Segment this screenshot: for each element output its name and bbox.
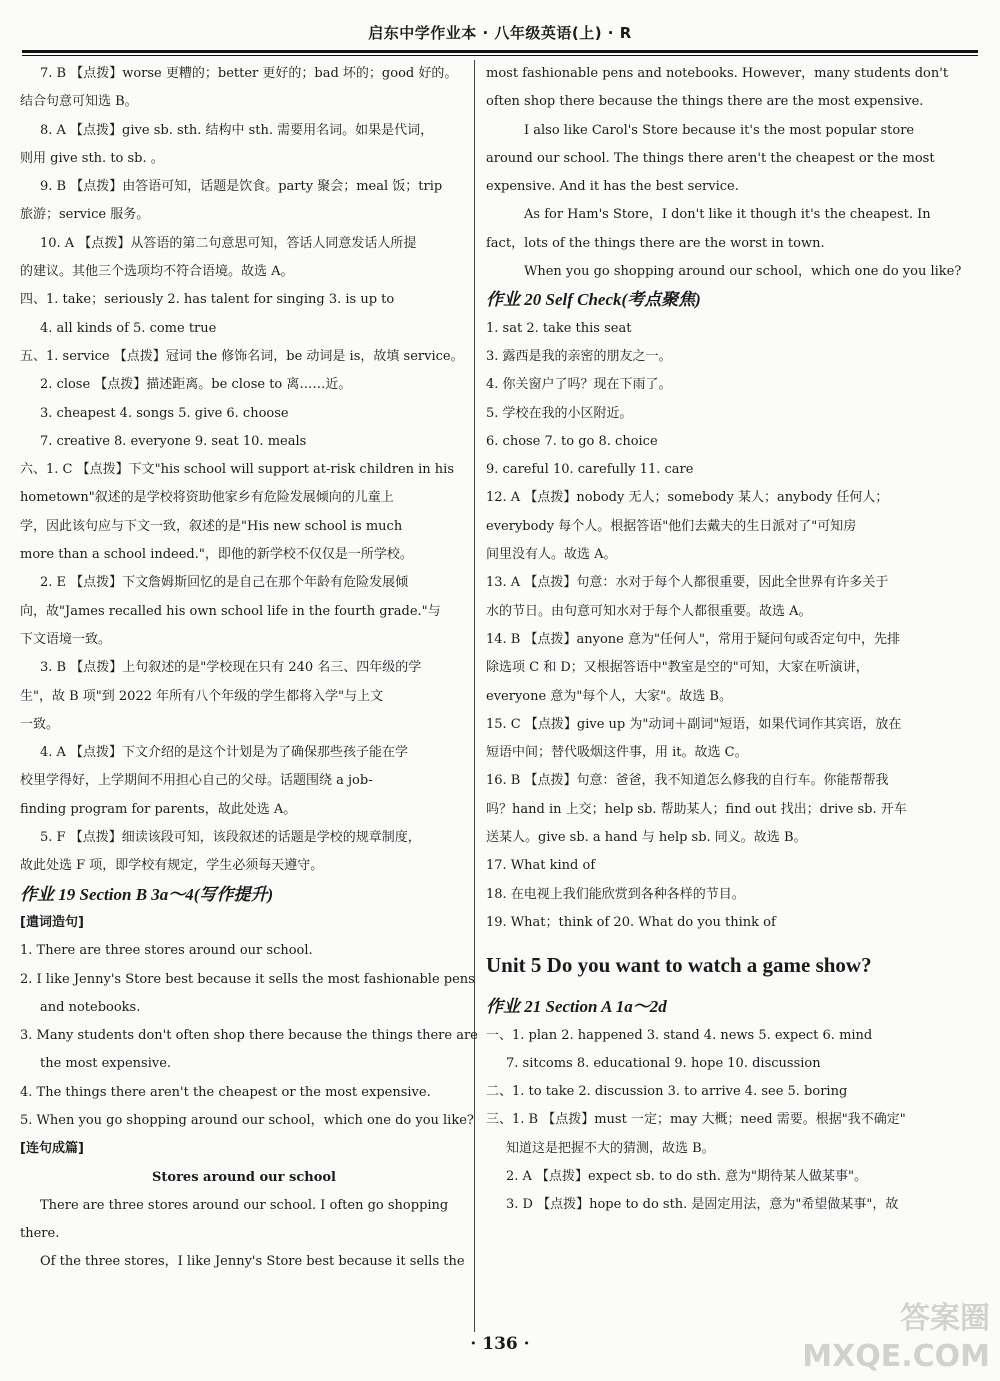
text-line: 1. sat 2. take this seat [486, 320, 632, 336]
text-line: 吗？hand in 上交；help sb. 帮助某人；find out 找出；drive sb. 开车 [486, 801, 907, 817]
text-line: 7. creative 8. everyone 9. seat 10. meals [40, 433, 307, 449]
page-header: 启东中学作业本 · 八年级英语(上) · R [368, 24, 632, 42]
text-line: 7. B 【点拨】worse 更糟的；better 更好的；bad 坏的；good 好的。 [40, 66, 458, 81]
watermark-logo [790, 1300, 990, 1380]
text-line: 3. 露西是我的亲密的朋友之一。 [486, 348, 672, 364]
text-line: As for Ham's Store，I don't like it though it's the cheapest. In [524, 207, 931, 223]
text-line: Stores around our school [152, 1169, 336, 1185]
text-line: 除选项 C 和 D；又根据答语中"教室是空的"可知，大家在听演讲， [486, 660, 869, 676]
text-line: more than a school indeed."，即他的新学校不仅仅是一所学校。 [20, 547, 413, 563]
text-line: 4. 你关窗户了吗？现在下雨了。 [486, 377, 672, 393]
text-line: expensive. And it has the best service. [486, 179, 739, 195]
text-line: around our school. The things there aren't the cheapest or the most [486, 150, 935, 166]
text-line: There are three stores around our school. I often go shopping [40, 1197, 449, 1213]
right-column [486, 60, 964, 1220]
text-line: and notebooks. [40, 999, 141, 1015]
text-line: everybody 每个人。根据答语"他们去戴夫的生日派对了"可知房 [486, 518, 857, 534]
text-line: Of the three stores，I like Jenny's Store best because it sells the [40, 1254, 465, 1270]
text-line: 三、1. B 【点拨】must 一定；may 大概；need 需要。根据"我不确定" [486, 1112, 906, 1128]
unit-title: Unit 5 Do you want to watch a game show? [486, 953, 872, 978]
text-line: 4. A 【点拨】下文介绍的是这个计划是为了确保那些孩子能在学 [40, 745, 409, 761]
text-line: 结合句意可知选 B。 [20, 94, 138, 110]
text-line: 2. E 【点拨】下文詹姆斯回忆的是自己在那个年龄有危险发展倾 [40, 575, 409, 591]
text-line: 六、1. C 【点拨】下文"his school will support at-risk children in his [20, 462, 455, 478]
text-line: 一致。 [20, 716, 60, 732]
text-line: 生"，故 B 项"到 2022 年所有八个年级的学生都将入学"与上文 [20, 688, 384, 704]
text-line: 向，故"James recalled his own school life in the fourth grade."与 [20, 603, 441, 619]
text-line: 16. B 【点拨】句意：爸爸，我不知道怎么修我的自行车。你能帮帮我 [486, 773, 889, 789]
text-line: 2. I like Jenny's Store best because it sells the most fashionable pens [20, 971, 475, 987]
text-line: 下文语境一致。 [20, 631, 112, 647]
text-line: 间里没有人。故选 A。 [486, 547, 617, 563]
text-line: 14. B 【点拨】anyone 意为"任何人"，常用于疑问句或否定句中，先排 [486, 631, 900, 647]
text-line: fact，lots of the things there are the worst in town. [486, 235, 825, 251]
text-line: 知道这是把握不大的猜测，故选 B。 [506, 1140, 715, 1156]
text-line: 15. C 【点拨】give up 为"动词＋副词"短语，如果代词作其宾语，放在 [486, 716, 902, 732]
header-rule [22, 50, 978, 53]
text-line: 四、1. take；seriously 2. has talent for singing 3. is up to [20, 292, 395, 308]
text-line: When you go shopping around our school，which one do you like? [524, 264, 962, 280]
text-line: the most expensive. [40, 1056, 172, 1072]
text-line: [遣词造句] [20, 914, 84, 930]
text-line: I also like Carol's Store because it's the most popular store [524, 122, 915, 138]
header-rule-thin [22, 55, 978, 56]
column-divider [474, 60, 475, 1332]
section-heading: 作业 20 Self Check(考点聚焦) [486, 290, 701, 310]
text-line: 则用 give sth. to sb. 。 [20, 150, 164, 166]
text-line: [连句成篇] [20, 1141, 84, 1157]
text-line: most fashionable pens and notebooks. However，many students don't [486, 66, 949, 81]
text-line: 12. A 【点拨】nobody 无人；somebody 某人；anybody 任何人； [486, 490, 889, 506]
text-line: 1. There are three stores around our school. [20, 943, 313, 959]
text-line: 故此处选 F 项，即学校有规定，学生必须每天遵守。 [20, 858, 324, 874]
text-line: 3. cheapest 4. songs 5. give 6. choose [40, 405, 289, 421]
left-column [20, 60, 478, 1277]
text-line: there. [20, 1226, 60, 1242]
text-line: 9. careful 10. carefully 11. care [486, 462, 694, 478]
text-line: 校里学得好，上学期间不用担心自己的父母。话题围绕 a job- [20, 773, 373, 789]
watermark-line: MXQE.COM [802, 1339, 990, 1374]
text-line: 17. What kind of [486, 858, 596, 874]
text-line: 旅游；service 服务。 [20, 207, 150, 223]
text-line: 3. B 【点拨】上句叙述的是"学校现在只有 240 名三、四年级的学 [40, 660, 422, 676]
text-line: 5. F 【点拨】细读该段可知，该段叙述的话题是学校的规章制度， [40, 830, 421, 846]
text-line: 7. sitcoms 8. educational 9. hope 10. discussion [506, 1055, 821, 1071]
text-line: finding program for parents，故此处选 A。 [20, 801, 297, 817]
text-line: 8. A 【点拨】give sb. sth. 结构中 sth. 需要用名词。如果是代词， [40, 122, 434, 138]
text-line: 学，因此该句应与下文一致，叙述的是"His new school is much [20, 518, 403, 534]
section-heading: 作业 19 Section B 3a～4(写作提升) [20, 884, 274, 904]
text-line: 13. A 【点拨】句意：水对于每个人都很重要，因此全世界有许多关于 [486, 575, 889, 591]
text-line: often shop there because the things there are the most expensive. [486, 94, 924, 110]
section-heading: 作业 21 Section A 1a～2d [486, 997, 667, 1017]
text-line: 2. A 【点拨】expect sb. to do sth. 意为"期待某人做某事"。 [506, 1168, 867, 1184]
text-line: 19. What；think of 20. What do you think of [486, 914, 776, 930]
text-line: 五、1. service 【点拨】冠词 the 修饰名词，be 动词是 is，故填 service。 [20, 348, 464, 364]
text-line: 4. all kinds of 5. come true [40, 320, 217, 336]
text-line: 3. D 【点拨】hope to do sth. 是固定用法，意为"希望做某事"，故 [506, 1197, 899, 1213]
text-line: 送某人。give sb. a hand 与 help sb. 同义。故选 B。 [486, 830, 807, 846]
text-line: 18. 在电视上我们能欣赏到各种各样的节目。 [486, 886, 745, 902]
text-line: 5. 学校在我的小区附近。 [486, 405, 633, 421]
text-line: hometown"叙述的是学校将资助他家乡有危险发展倾向的儿童上 [20, 490, 394, 506]
text-line: everyone 意为"每个人，大家"。故选 B。 [486, 688, 732, 704]
text-line: 4. The things there aren't the cheapest or the most expensive. [20, 1084, 431, 1100]
text-line: 5. When you go shopping around our school，which one do you like? [20, 1112, 474, 1128]
text-line: 10. A 【点拨】从答语的第二句意思可知，答话人同意发话人所提 [40, 235, 417, 251]
text-line: 6. chose 7. to go 8. choice [486, 433, 658, 449]
text-line: 一、1. plan 2. happened 3. stand 4. news 5. expect 6. mind [486, 1027, 873, 1043]
page-number: · 136 · [470, 1334, 530, 1354]
text-line: 水的节日。由句意可知水对于每个人都很重要。故选 A。 [486, 603, 812, 619]
text-line: 2. close 【点拨】描述距离。be close to 离……近。 [40, 377, 352, 393]
text-line: 9. B 【点拨】由答语可知，话题是饮食。party 聚会；meal 饭；trip [40, 179, 443, 195]
watermark-line: 答案圈 [900, 1301, 990, 1336]
text-line: 的建议。其他三个选项均不符合语境。故选 A。 [20, 264, 294, 280]
text-line: 短语中间；替代吸烟这件事，用 it。故选 C。 [486, 745, 748, 761]
text-line: 3. Many students don't often shop there because the things there are [20, 1028, 478, 1044]
text-line: 二、1. to take 2. discussion 3. to arrive 4. see 5. boring [486, 1084, 848, 1100]
